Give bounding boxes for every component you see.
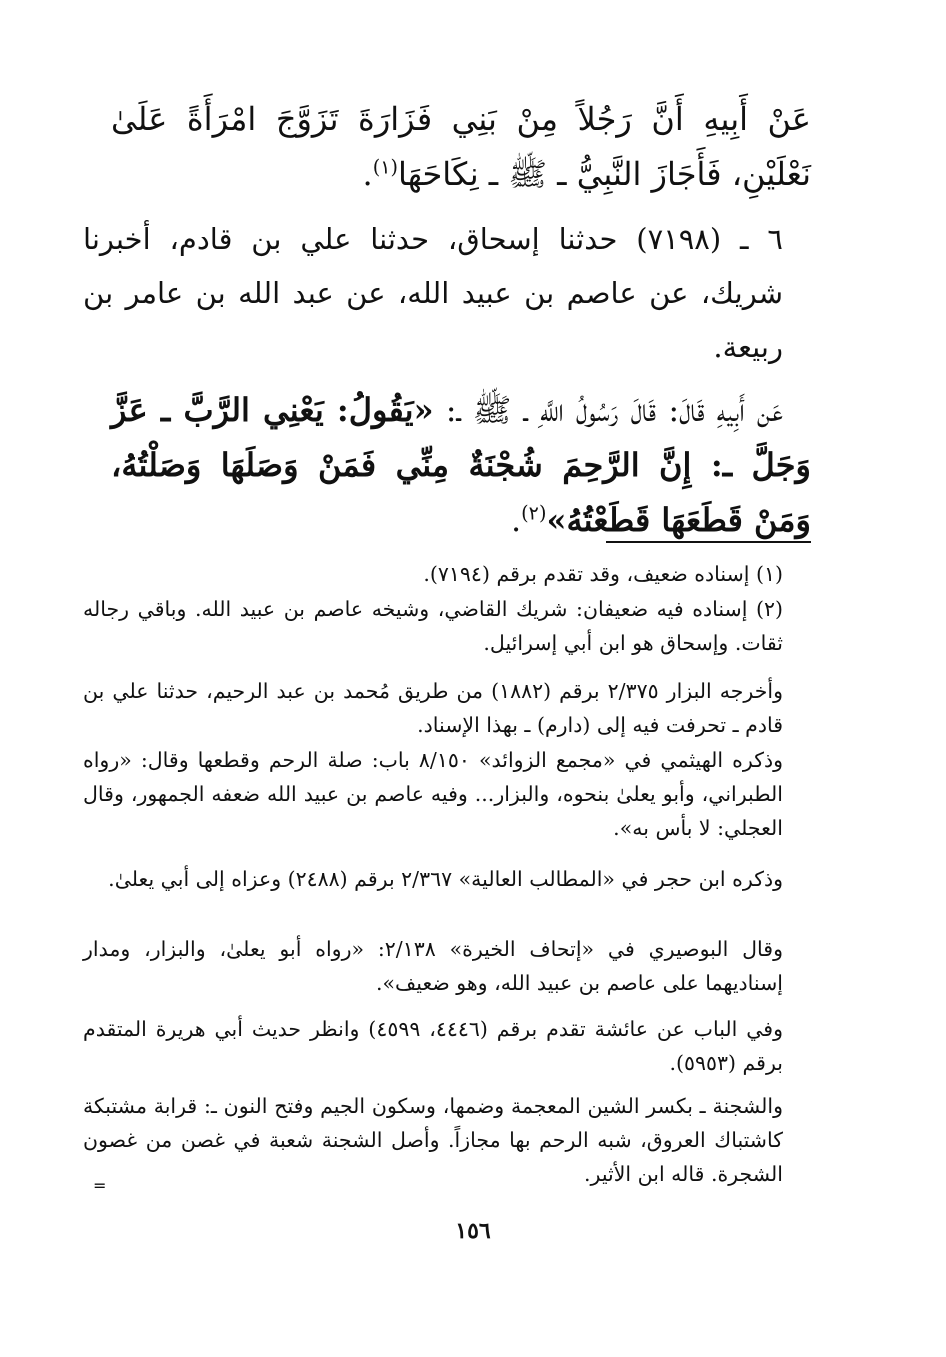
footnote-2-aisha: وفي الباب عن عائشة تقدم برقم (٤٤٤٦، ٤٥٩٩) وانظر حديث أبي هريرة المتقدم برقم (٥٩٥٣). xyxy=(83,1017,783,1075)
footnote-ref-1: (١) xyxy=(372,155,399,179)
footnote-2-bazzar: وأخرجه البزار ٢/٣٧٥ برقم (١٨٨٢) من طريق مُحمد بن عبد الرحيم، حدثنا علي بن قادم ـ تحرفت فيه إلى (دارم) ـ بهذا الإسناد. xyxy=(83,679,783,737)
hadith-6-isnad: ٦ ـ (٧١٩٨) حدثنا إسحاق، حدثنا علي بن قادم، أخبرنا شريك، عن عاصم بن عبيد الله، عن عبد الله بن عامر بن ربيعة. xyxy=(83,222,783,364)
footnote-1: (١) إسناده ضعيف، وقد تقدم برقم (٧١٩٤). xyxy=(423,562,783,586)
footnote-2-busiri: وقال البوصيري في «إتحاف الخيرة» ٢/١٣٨: «رواه أبو يعلىٰ، والبزار، ومدار إسناديهما على عاصم بن عبيد الله، وهو ضعيف». xyxy=(83,937,783,995)
footnote-separator xyxy=(606,541,811,543)
hadith-5-period: . xyxy=(362,155,373,193)
hadith-5-ending xyxy=(111,92,811,202)
margin-mark: = xyxy=(93,1176,107,1195)
hadith-5-text: عَنْ أَبِيهِ أَنَّ رَجُلاً مِنْ بَنِي فَزَارَةَ تَزَوَّجَ امْرَأَةً عَلَىٰ نَعْلَيْنِ، فَأَجَازَ النَّبِيُّ ـ ﷺ ـ نِكَاحَهَا xyxy=(111,100,811,193)
footnote-2-ibn-hajar: وذكره ابن حجر في «المطالب العالية» ٢/٣٦٧ برقم (٢٤٨٨) وعزاه إلى أبي يعلىٰ. xyxy=(108,867,783,891)
hadith-6-period: . xyxy=(511,501,522,539)
page-number: ١٥٦ xyxy=(455,1218,491,1244)
footnote-2-shijnah: والشجنة ـ بكسر الشين المعجمة وضمها، وسكون الجيم وفتح النون ـ: قرابة مشتبكة كاشتباك العروق، شبه الرحم بها مجازاً. وأصل الشجنة شعبة في غصن من غصون الشجرة. قاله ابن الأثير. xyxy=(83,1094,783,1186)
hadith-6-quote: «يَقُولُ: يَعْنِي الرَّبَّ ـ عَزَّ وَجَلَّ ـ: إِنَّ الرَّحِمَ شُجْنَةٌ مِنِّي فَمَنْ وَصَلَهَا وَصَلْتُهُ، وَمَنْ قَطَعَهَا قَطَعْتُهُ» xyxy=(111,391,811,539)
footnote-ref-2: (٢) xyxy=(521,501,547,525)
hadith-6-matn-intro: عَن أَبِيهِ قَالَ: قَالَ رَسُولُ اللَّهِ ـ ﷺ ـ: xyxy=(445,391,784,429)
footnote-2-haythami: وذكره الهيثمي في «مجمع الزوائد» ٨/١٥٠ باب: صلة الرحم وقطعها وقال: «رواه الطبراني، وأبو يعلىٰ بنحوه، والبزار... وفيه عاصم بن عبيد الله ضعفه الجمهور، وقال العجلي: لا بأس به». xyxy=(83,748,783,840)
hadith-6-matn xyxy=(111,383,811,548)
footnote-2: (٢) إسناده فيه ضعيفان: شريك القاضي، وشيخه عاصم بن عبيد الله. وباقي رجاله ثقات. وإسحاق هو ابن أبي إسرائيل. xyxy=(83,597,783,655)
